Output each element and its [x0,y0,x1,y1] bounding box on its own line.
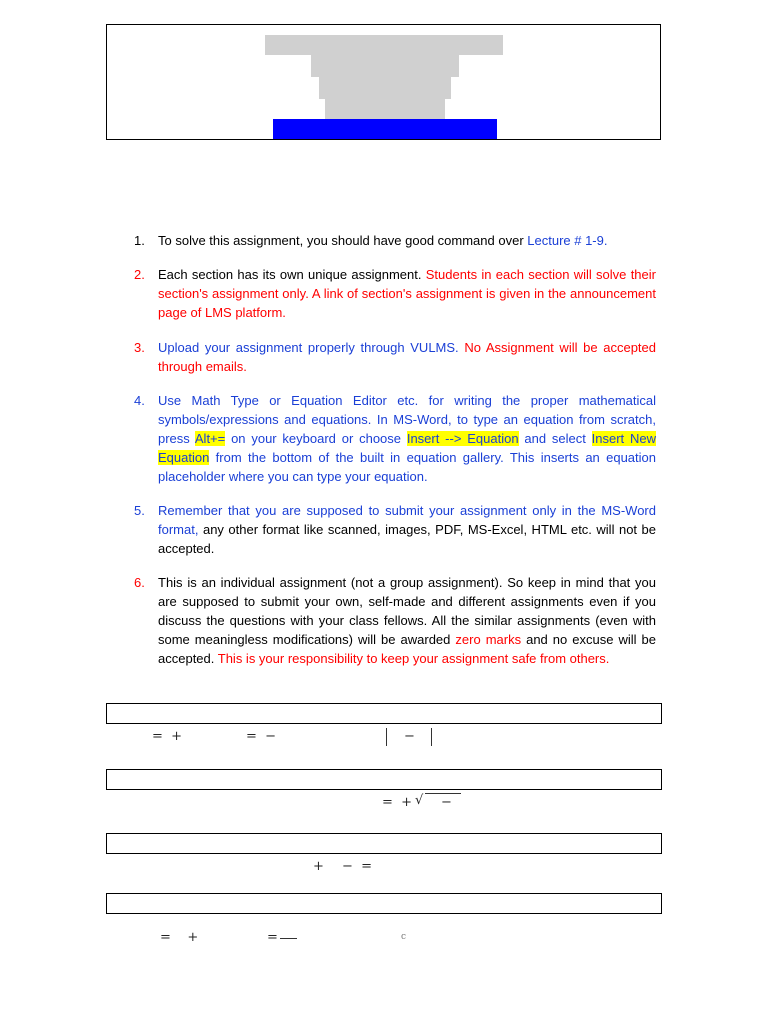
q4-c: c [401,932,407,942]
q1-abs-bar-left [386,728,387,746]
q1-abs-bar-right [431,728,432,746]
q2-minus: − [441,795,452,810]
item-number: 4. [134,393,145,408]
item-text: Remember that you are supposed to submit your assignment only in the MS-Word format, any other format like scanned, images, PDF, MS-Excel, HTML etc. will not be accepted. [158,503,656,556]
instruction-item [134,231,656,250]
header-blue-bar [273,119,497,139]
q1-abs-content: − [404,729,415,744]
item-number: 5. [134,503,145,518]
item-number: 2. [134,267,145,282]
header-box [106,24,661,140]
question-box-4 [106,893,662,914]
q3-plus: + [313,859,324,874]
q4-fraction-line [280,938,297,939]
instruction-item [134,338,656,376]
q4-equation-2: = [267,930,278,945]
instruction-item [134,391,656,486]
item-text: Each section has its own unique assignment. Students in each section will solve their section's assignment only. A link of section's assignment is given in the announcement page of LMS platform. [158,267,656,320]
redacted-title-line-2 [311,55,459,77]
item-text: Upload your assignment properly through VULMS. No Assignment will be accepted through emails. [158,340,656,374]
instruction-item [134,265,656,322]
question-box-1 [106,703,662,724]
instruction-item [134,501,656,558]
q4-equation-1: = + [160,930,199,945]
question-box-3 [106,833,662,854]
item-text: To solve this assignment, you should have good command over Lecture # 1-9. [158,233,608,248]
item-text: Use Math Type or Equation Editor etc. for writing the proper mathematical symbols/expressions and equations. In MS-Word, to type an equation from scratch, press Alt+= on your keyboard or choose Insert --> Equation and select Insert New Equation from the bottom of the built in equation gallery. This inserts an equation placeholder where you can type your equation. [158,393,656,484]
redacted-title-line-3 [319,77,451,99]
q2-equation: = + [382,795,413,810]
item-number: 3. [134,340,145,355]
item-text: This is an individual assignment (not a group assignment). So keep in mind that you are supposed to submit your own, self-made and different assignments even if you discuss the questions with your class fellows. All the similar assignments (even with some meaningless modifications) will be awarded zero marks and no excuse will be accepted. This is your responsibility to keep your assignment safe from others. [158,575,656,666]
instruction-item [134,573,656,668]
q1-equation-2: = − [246,729,277,744]
q3-equation: − = [342,859,373,874]
question-box-2 [106,769,662,790]
q1-equation-1: = + [152,729,183,744]
redacted-title-line-4 [325,97,445,119]
item-number: 1. [134,233,145,248]
item-number: 6. [134,575,145,590]
q2-sqrt-overline [425,793,461,794]
redacted-title-line-1 [265,35,503,55]
q2-sqrt-symbol: √ [415,793,424,808]
